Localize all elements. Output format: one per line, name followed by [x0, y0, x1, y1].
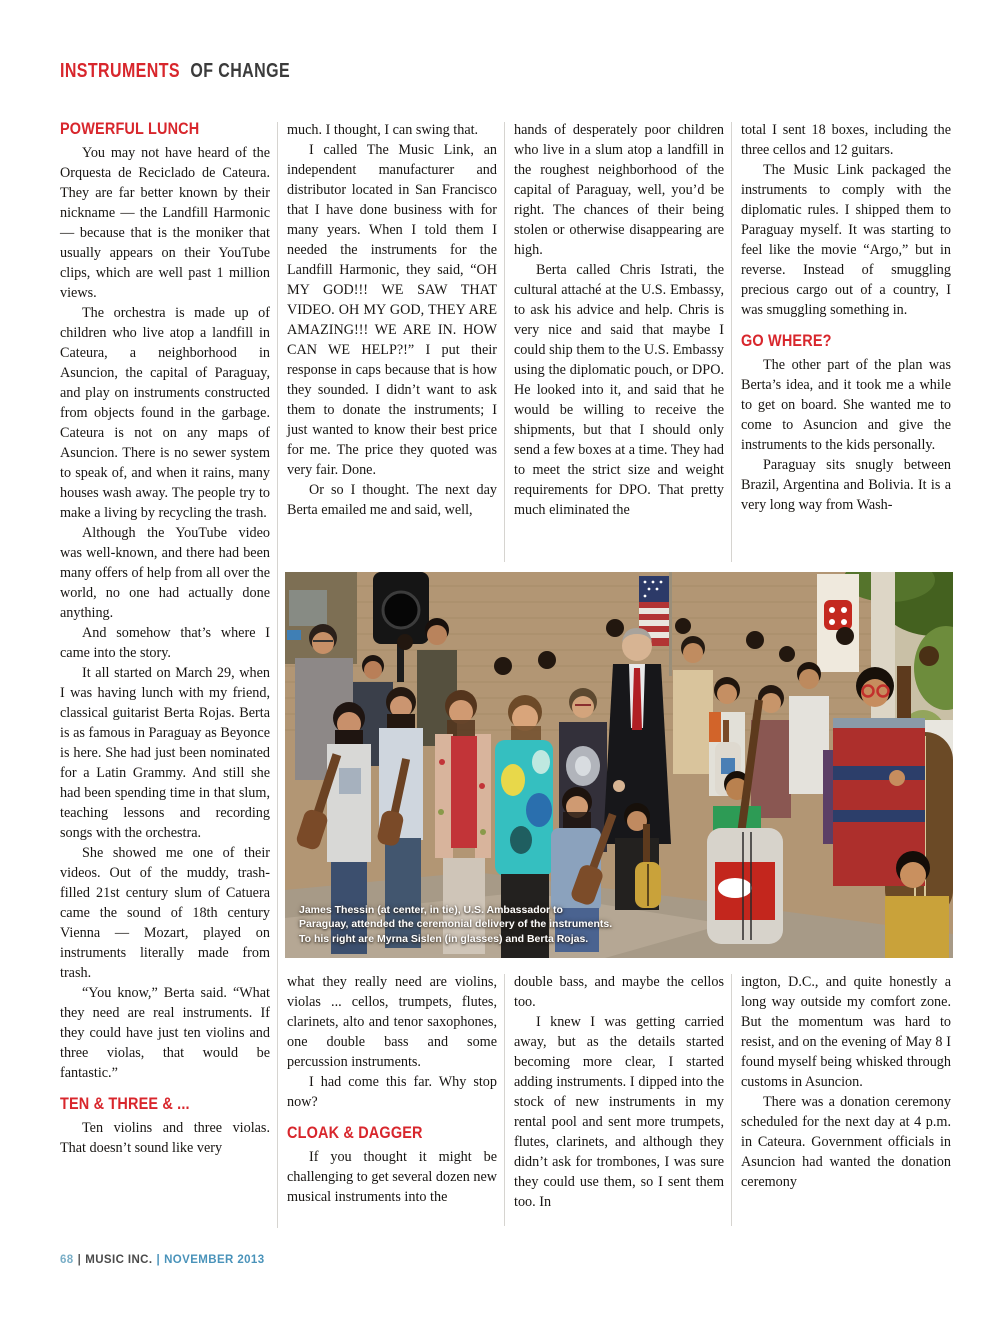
article-paragraph: It all started on March 29, when I was having lunch with my friend, classical guitarist Berta Rojas. Berta is as famous in Paraguay as Beyonce is here. She had just been nominated for a Latin Grammy. And still she had been spending time in that slum, teaching lessons and recording songs with the orchestra. — [60, 665, 270, 841]
article-paragraph: She showed me one of their videos. Out of the muddy, trash-filled 21st century slum of Catuera came the sound of 18th century Vienna — Mozart, played on instruments literally made from trash. — [60, 845, 270, 981]
text-column-1 — [60, 118, 270, 1236]
article-paragraph: hands of desperately poor children who live in a slum atop a landfill in the roughest neighborhood of the capital of Paraguay, well, you’d be right. The chances of their being stolen or otherwise disappearing are high. — [514, 122, 724, 258]
article-paragraph: Ten violins and three violas. That doesn’t sound like very — [60, 1120, 270, 1156]
article-paragraph: ington, D.C., and quite honestly a long way outside my comfort zone. But the momentum was hard to resist, and on the evening of May 8 I found myself being whisked through customs in Asuncion. — [741, 974, 951, 1090]
photo-caption-line: James Thessin (at center, in tie), U.S. Ambassador to — [299, 903, 563, 916]
article-paragraph: The other part of the plan was Berta’s idea, and it took me a while to get on board. She wanted me to come to Asuncion and give the instruments to the kids personally. — [741, 357, 951, 453]
article-paragraph: much. I thought, I can swing that. — [287, 122, 479, 138]
text-column-2-top — [287, 120, 497, 564]
masthead-title-dark: OF CHANGE — [190, 60, 291, 82]
section-heading: POWERFUL LUNCH — [60, 119, 200, 138]
article-paragraph: Berta called Chris Istrati, the cultural attaché at the U.S. Embassy, to ask his advice and help. Chris is very nice and said that maybe I could ship them to the U.S. Embassy using the diplomatic pouch, or DPO. He looked into it, and said that he would be willing to receive the shipments, but that I should only send a few boxes at a time. They had to meet the strict size and weight requirements for DPO. That pretty much eliminated the — [514, 262, 724, 518]
text-column-3-top — [514, 120, 724, 564]
column-rule — [504, 122, 505, 562]
article-paragraph: The Music Link packaged the instruments to comply with the diplomatic rules. I shipped them to Paraguay myself. It was starting to feel like the movie “Argo,” but in reverse. Instead of smuggling precious cargo out of a country, I was smuggling something in. — [741, 162, 951, 318]
article-masthead — [60, 60, 290, 83]
footer-page-number: 68 — [60, 1254, 74, 1266]
footer-separator: | — [77, 1254, 82, 1266]
footer-issue-date: NOVEMBER 2013 — [164, 1254, 265, 1266]
text-column-4-top — [741, 120, 951, 564]
column-rule — [731, 122, 732, 562]
article-paragraph: total I sent 18 boxes, including the three cellos and 12 guitars. — [741, 122, 951, 158]
ceremony-photo-illustration — [285, 572, 953, 958]
article-paragraph: I knew I was getting carried away, but as the details started becoming more clear, I started adding instruments. I dipped into the stock of new instruments in my rental pool and sent more trumpets, flutes, clarinets, and although they didn’t ask for trombones, I was sure they could use them, so I sent them too. In — [514, 1014, 724, 1210]
article-paragraph: Or so I thought. The next day Berta emailed me and said, well, — [287, 482, 497, 518]
red-logo-icon — [824, 600, 852, 630]
article-paragraph: There was a donation ceremony scheduled for the next day at 4 p.m. in Cateura. Government officials in Asuncion had wanted the donation ceremony — [741, 1094, 951, 1190]
photo-caption-line: To his right are Myrna Sislen (in glasses) and Berta Rojas. — [299, 932, 589, 945]
article-paragraph: If you thought it might be challenging to get several dozen new musical instruments into the — [287, 1149, 497, 1205]
masthead-title-red: INSTRUMENTS — [60, 60, 180, 82]
column-rule — [277, 122, 278, 1228]
article-paragraph: I called The Music Link, an independent manufacturer and distributor located in San Francisco that I have done business with for many years. When I told them I needed the instruments for the Landfill Harmonic, they said, “OH MY GOD!!! WE SAW THAT VIDEO. OH MY GOD, THEY ARE AMAZING!!! WE ARE IN. HOW CAN WE HELP?!” I put their response in caps because that is how they sounded. I didn’t want to ask them to donate the instruments; I just wanted to know their best price for me. The price they quoted was very fair. Done. — [287, 142, 497, 478]
photo-caption-line: Paraguay, attended the ceremonial delivery of the instruments. — [299, 918, 613, 930]
article-paragraph: double bass, and maybe the cellos too. — [514, 974, 724, 1010]
article-paragraph: Paraguay sits snugly between Brazil, Argentina and Bolivia. It is a very long way from Wash- — [741, 457, 951, 513]
footer-separator: | — [156, 1254, 161, 1266]
text-column-3-bottom — [514, 972, 724, 1228]
article-paragraph: The orchestra is made up of children who live atop a landfill in Cateura, a neighborhood in Asuncion, the capital of Paraguay, and play on instruments constructed from objects found in the garbage. Cateura is not on any maps of Asuncion. There is no sewer system to speak of, and when it rains, many houses wash away. The people try to make a living by recycling the trash. — [60, 305, 270, 521]
page-footer — [60, 1254, 265, 1266]
article-paragraph: what they really need are violins, violas ... cellos, trumpets, flutes, clarinets, alto and tenor saxophones, one double bass and some percussion instruments. — [287, 974, 497, 1070]
section-heading: TEN & THREE & ... — [60, 1094, 190, 1113]
column-rule — [504, 974, 505, 1226]
column-rule — [731, 974, 732, 1226]
article-paragraph: Although the YouTube video was well-known, and there had been many offers of help from all over the world, no one had actually done anything. — [60, 525, 270, 621]
article-paragraph: And somehow that’s where I came into the story. — [60, 625, 270, 661]
section-heading: CLOAK & DAGGER — [287, 1123, 423, 1142]
text-column-4-bottom — [741, 972, 951, 1228]
text-column-2-bottom — [287, 972, 497, 1228]
footer-magazine-name: MUSIC INC. — [85, 1254, 153, 1266]
logo-banner — [817, 574, 859, 672]
article-paragraph: You may not have heard of the Orquesta de Reciclado de Cateura. They are far better known by their nickname — the Landfill Harmonic — because that is the moniker that usually appears on their YouTube clips, which are well past 1 million views. — [60, 145, 270, 301]
article-paragraph: “You know,” Berta said. “What they need are real instruments. If they could have just ten violins and three violas, that would be fantastic.” — [60, 985, 270, 1081]
photo-caption — [299, 903, 612, 947]
section-heading: GO WHERE? — [741, 331, 832, 350]
article-paragraph: I had come this far. Why stop now? — [287, 1074, 497, 1110]
ceremony-photo — [285, 572, 953, 958]
boy-mustard-shirt — [885, 896, 949, 958]
